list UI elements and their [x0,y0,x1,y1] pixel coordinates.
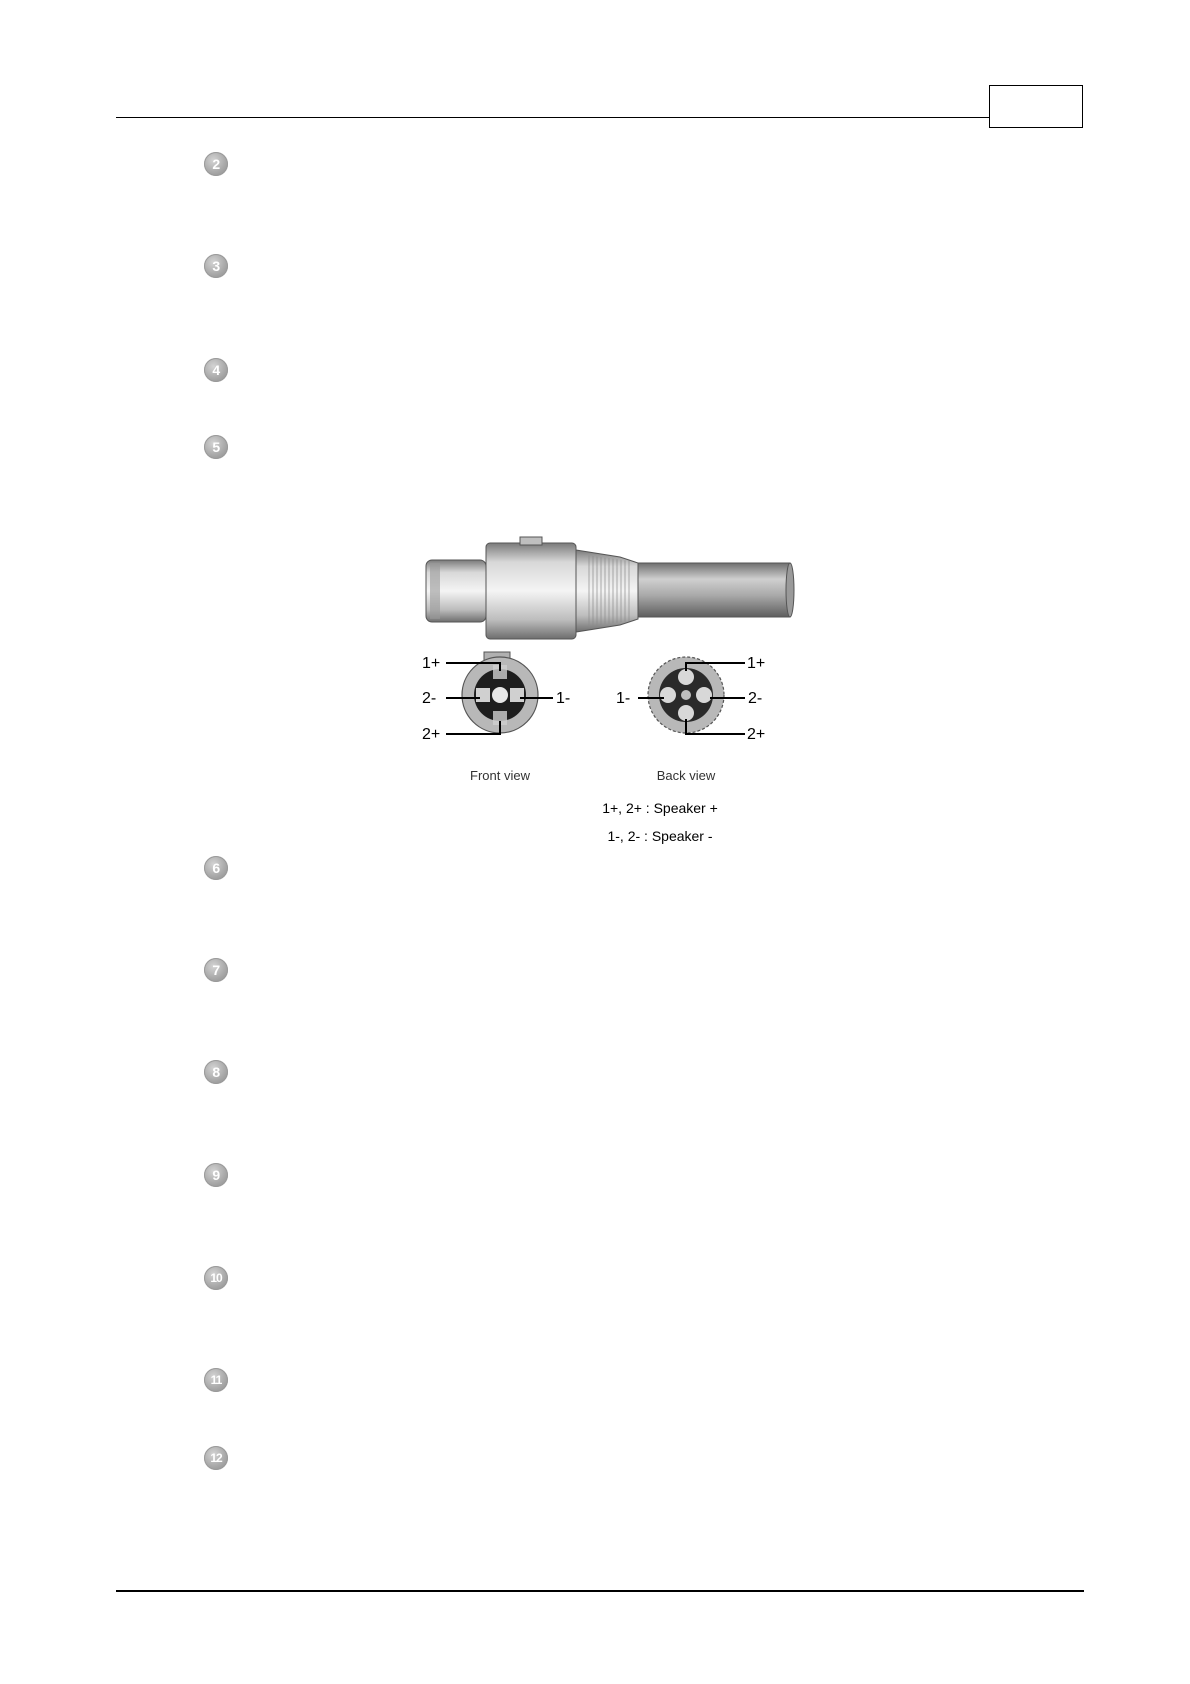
step-marker-2: 2 [204,152,228,176]
legend-speaker-plus: 1+, 2+ : Speaker + [602,800,718,816]
front-pin-1plus-label: 1+ [422,655,441,672]
front-pin-2plus-label: 2+ [422,726,441,743]
step-marker-6: 6 [204,856,228,880]
back-view-label: Back view [656,768,716,783]
back-view-diagram [638,657,745,734]
front-view-diagram [446,652,553,734]
back-pin-1minus-label: 1- [616,690,631,707]
front-view-label: Front view [470,768,530,783]
step-marker-7: 7 [204,958,228,982]
step-marker-4: 4 [204,358,228,382]
back-pin-1plus-label: 1+ [747,655,766,672]
step-marker-10: 10 [204,1266,228,1290]
header-rule [116,117,990,118]
speakon-connector-figure [420,535,840,790]
step-marker-5: 5 [204,435,228,459]
step-marker-3: 3 [204,254,228,278]
page-number-box [989,85,1083,128]
front-pin-2minus-label: 2- [422,690,437,707]
step-marker-12: 12 [204,1446,228,1470]
step-marker-9: 9 [204,1163,228,1187]
legend-speaker-minus: 1-, 2- : Speaker - [607,828,713,844]
back-pin-2minus-label: 2- [748,690,763,707]
connector-side-view [426,537,794,639]
step-marker-11: 11 [204,1368,228,1392]
front-pin-1minus-label: 1- [556,690,571,707]
footer-rule [116,1590,1084,1592]
step-marker-8: 8 [204,1060,228,1084]
back-pin-2plus-label: 2+ [747,726,766,743]
